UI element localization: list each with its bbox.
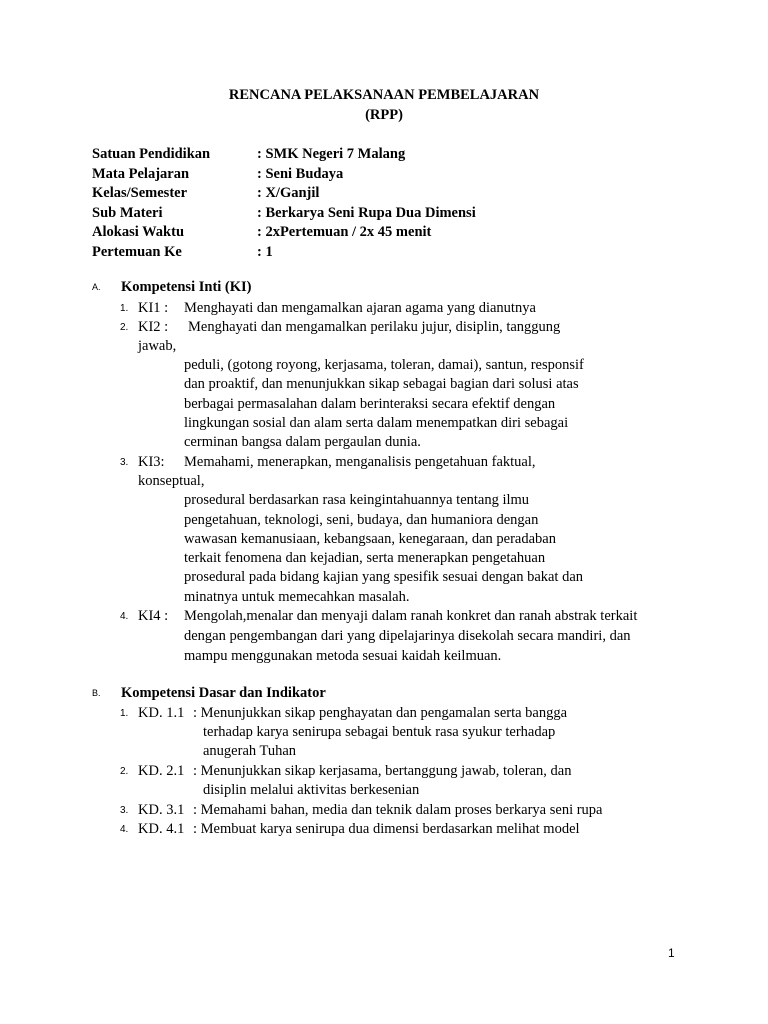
item-number: 4. [120,824,129,835]
list-item [120,705,184,722]
item-number: 3. [120,457,129,468]
item-number: 2. [120,766,129,777]
item-number: 4. [120,611,129,622]
item-code: KI4 : [138,608,169,624]
item-cont: berbagai permasalahan dalam berinteraksi secara efektif dengan [184,396,556,412]
item-wrap: konseptual, [138,473,205,489]
section-title: Kompetensi Dasar dan Indikator [121,685,326,701]
item-code: KD. 1.1 [138,705,185,721]
list-item [120,608,168,625]
info-label: Pertemuan Ke [92,243,182,260]
item-cont: dan proaktif, dan menunjukkan sikap sebagai bagian dari solusi atas [184,376,579,392]
item-number: 3. [120,805,129,816]
item-cont: pengetahuan, teknologi, seni, budaya, dan humaniora dengan [184,512,539,528]
item-text: : Menunjukkan sikap kerjasama, bertanggung jawab, toleran, dan [193,763,572,779]
item-code: KI1 : [138,300,169,316]
item-number: 2. [120,322,129,333]
info-row [92,166,476,186]
info-label: Satuan Pendidikan [92,146,211,162]
info-label: Sub Materi [92,204,163,221]
item-cont: disiplin melalui aktivitas berkesenian [203,782,420,798]
section-marker: A. [92,282,101,292]
item-cont: lingkungan sosial dan alam serta dalam menempatkan diri sebagai [184,415,569,431]
item-text: : Menunjukkan sikap penghayatan dan pengamalan serta bangga [193,705,568,721]
info-value: : X/Ganjil [257,185,320,201]
document-title: RENCANA PELAKSANAAN PEMBELAJARAN [228,87,540,103]
info-row [92,224,476,244]
info-row [92,185,476,205]
item-cont: peduli, (gotong royong, kerjasama, toleran, damai), santun, responsif [184,357,584,373]
item-text: Menghayati dan mengamalkan ajaran agama yang dianutnya [184,300,536,316]
info-row [92,146,476,166]
section-title: Kompetensi Inti (KI) [121,279,252,295]
item-cont: minatnya untuk memecahkan masalah. [184,589,410,605]
item-code: KD. 3.1 [138,802,185,818]
info-value: : Berkarya Seni Rupa Dua Dimensi [257,204,476,221]
document-subtitle: (RPP) [365,107,403,123]
item-number: 1. [120,303,129,314]
section-b-heading [92,685,326,702]
item-code: KD. 4.1 [138,821,185,837]
item-cont: mampu menggunakan metoda sesuai kaidah keilmuan. [184,648,502,664]
item-wrap: jawab, [138,338,177,354]
item-cont: dengan pengembangan dari yang dipelajarinya disekolah secara mandiri, dan [184,628,631,644]
info-row [92,244,476,264]
info-label: Alokasi Waktu [92,224,185,240]
list-item [120,763,184,780]
list-item [120,802,184,819]
item-cont: prosedural berdasarkan rasa keingintahuannya tentang ilmu [184,492,530,508]
identity-table [92,146,476,263]
item-text: Mengolah,menalar dan menyaji dalam ranah konkret dan ranah abstrak terkait [184,608,638,624]
item-cont: anugerah Tuhan [203,743,297,759]
section-marker: B. [92,688,101,698]
item-code: KD. 2.1 [138,763,185,779]
list-item [120,319,168,336]
list-item [120,821,184,838]
item-cont: terhadap karya senirupa sebagai bentuk rasa syukur terhadap [203,724,556,740]
section-a-heading [92,279,252,296]
item-cont: cerminan bangsa dalam pergaulan dunia. [184,434,421,450]
info-value: : SMK Negeri 7 Malang [257,146,406,162]
info-value: : 2xPertemuan / 2x 45 menit [257,224,432,240]
info-value: : Seni Budaya [257,165,344,182]
item-text: Menghayati dan mengamalkan perilaku jujur, disiplin, tanggung [188,319,561,335]
page-number: 1 [668,946,675,960]
item-text: Memahami, menerapkan, menganalisis pengetahuan faktual, [184,454,536,470]
info-label: Mata Pelajaran [92,165,190,182]
item-text: : Memahami bahan, media dan teknik dalam proses berkarya seni rupa [193,802,603,818]
info-row [92,205,476,225]
item-cont: terkait fenomena dan kejadian, serta menerapkan pengetahuan [184,550,546,566]
list-item [120,300,168,317]
item-text: : Membuat karya senirupa dua dimensi berdasarkan melihat model [193,821,580,837]
item-number: 1. [120,708,129,719]
info-label: Kelas/Semester [92,185,188,201]
list-item [120,454,165,471]
item-cont: prosedural pada bidang kajian yang spesifik sesuai dengan bakat dan [184,569,584,585]
info-value: : 1 [257,243,273,260]
item-cont: wawasan kemanusiaan, kebangsaan, kenegaraan, dan peradaban [184,531,556,547]
item-code: KI3: [138,454,165,470]
item-code: KI2 : [138,319,169,335]
